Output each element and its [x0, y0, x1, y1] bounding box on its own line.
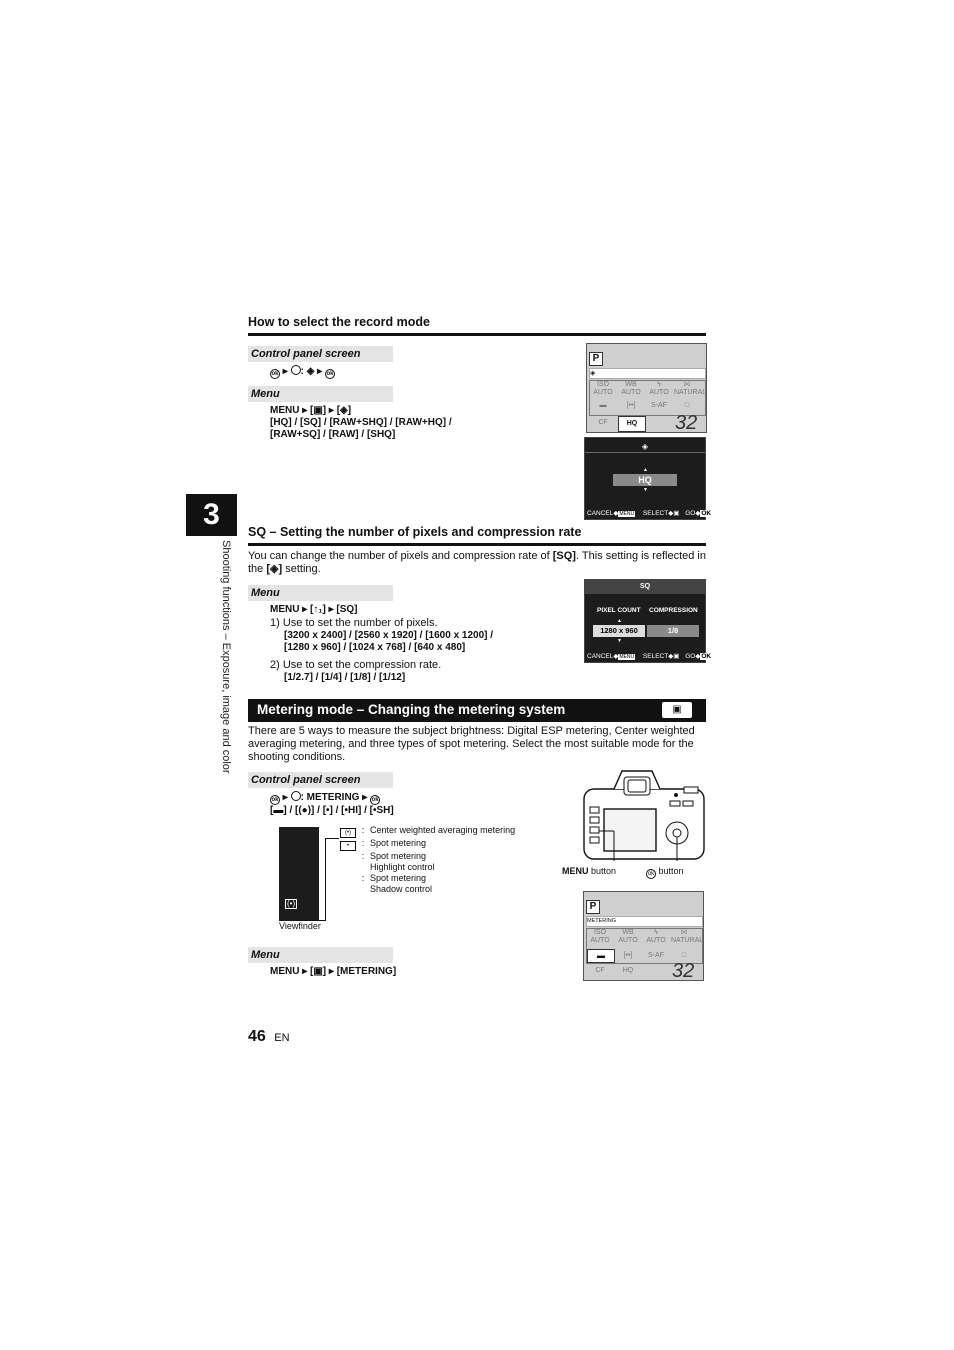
mode-indicator: P	[589, 352, 603, 366]
ok-button-caption: ok button	[647, 866, 684, 877]
metering-indicator-icon: (•)	[287, 899, 296, 908]
legend-row: : Spot metering	[361, 873, 427, 883]
down-arrow-icon: ▼	[617, 638, 622, 644]
sq-body: You can change the number of pixels and compression rate of [SQ]. This setting is reflected in the [◈] setting.	[248, 550, 706, 575]
dial-icon: ▣	[673, 510, 680, 517]
control-panel-label: Control panel screen	[248, 346, 393, 362]
ok-button-icon-2: ok	[326, 371, 334, 377]
legend-row: (•) : Center weighted averaging metering	[340, 825, 515, 838]
record-mode-heading: How to select the record mode	[248, 315, 430, 329]
dial-icon: ▣	[673, 653, 680, 660]
title-divider	[585, 452, 705, 453]
language-code: EN	[274, 1032, 290, 1044]
button-guide: CANCEL◆MENU SELECT◆▣ GO◆OK	[587, 653, 712, 660]
control-panel-screen-1: P ◈ ISO AUTO WB AUTO ϟ AUTO ⨝ NATURAL ▬ [••] S-AF □ CF HQ 32	[586, 343, 707, 433]
record-mode-icon: ◈	[306, 366, 315, 377]
dial-icon	[291, 365, 301, 375]
pixel-count-label: PIXEL COUNT	[597, 607, 641, 614]
legend-row: : Spot metering	[361, 851, 427, 861]
legend-row: • : Spot metering	[340, 838, 515, 851]
menu-button-caption: MENU button	[562, 866, 617, 876]
ok-button-icon-2: ok	[371, 797, 379, 803]
ok-button-icon: OK	[701, 653, 712, 660]
sq-step-1-options: [3200 x 2400] / [2560 x 1920] / [1600 x 1200] / [1280 x 960] / [1024 x 768] / [640 x 480]	[284, 630, 494, 653]
menu-button-icon: MENU	[619, 654, 635, 660]
record-mode-icon: ◈	[641, 442, 649, 451]
metering-menu-label: Menu	[248, 947, 393, 963]
pixel-count-value[interactable]: 1280 x 960	[593, 625, 645, 637]
metering-intro: There are 5 ways to measure the subject brightness: Digital ESP metering, Center weighted averaging metering, and three types of spot metering. Select the most suitable mode for the shooting conditions.	[248, 725, 695, 763]
frame-count: 32	[675, 412, 698, 434]
down-arrow-icon: ▼	[643, 487, 648, 493]
chapter-side-title: Shooting functions – Exposure, image and color	[220, 540, 232, 774]
menu-button-icon: MENU	[619, 511, 635, 517]
control-panel-screen-2: P METERING ISO AUTO WB AUTO ϟ AUTO ⨝ NATURAL ▬ [••] S-AF □ CF HQ 32	[583, 891, 704, 981]
metering-menu-path: MENU ▸ [▣] ▸ [METERING]	[270, 966, 397, 977]
button-guide: CANCEL◆MENU SELECT◆▣ GO◆OK	[587, 510, 712, 517]
lcd-title-bar: ◈	[589, 368, 706, 379]
mode-indicator: P	[586, 900, 600, 914]
record-mode-selected: HQ	[618, 416, 646, 432]
legend-row: Shadow control	[370, 884, 433, 894]
up-arrow-icon: ▲	[643, 467, 648, 473]
metering-legend	[340, 825, 515, 895]
metering-banner	[248, 699, 706, 722]
compression-label: COMPRESSION	[649, 607, 698, 614]
heading-rule	[248, 333, 706, 336]
dial-icon	[291, 791, 301, 801]
frame-count: 32	[672, 960, 695, 982]
lcd-title-bar: METERING	[586, 916, 703, 927]
leader-line-top	[325, 838, 339, 839]
sq-step-2-options: [1/2.7] / [1/4] / [1/8] / [1/12]	[284, 672, 406, 683]
menu-label: Menu	[248, 386, 393, 402]
chapter-number: 3	[203, 498, 220, 531]
sq-step-2: 2) Use to set the compression rate.	[270, 659, 442, 671]
viewfinder-strip	[279, 827, 319, 921]
metering-selected: ▬	[587, 949, 615, 963]
spot-icon: •	[340, 841, 356, 851]
viewfinder-caption: Viewfinder	[279, 921, 321, 931]
metering-icon: ▣	[662, 702, 692, 718]
record-mode-menu-screen	[584, 437, 712, 520]
camera-back-illustration	[580, 767, 708, 863]
ok-button-icon: ok	[647, 871, 655, 877]
menu-path: MENU ▸ [▣] ▸ [◈] [HQ] / [SQ] / [RAW+SHQ] / [RAW+HQ] / [RAW+SQ] / [RAW] / [SHQ]	[270, 405, 452, 440]
leader-line-v	[325, 838, 326, 920]
ok-button-icon: ok	[271, 371, 279, 377]
up-arrow-icon: ▲	[617, 618, 622, 624]
sq-title-bar: SQ	[585, 580, 705, 594]
legend-row: Highlight control	[370, 862, 435, 872]
metering-control-label: Control panel screen	[248, 772, 393, 788]
metering-control-path: ok ▸ : METERING ▸ ok [▬] / [(●)] / [•] / [•HI] / [•SH]	[270, 792, 394, 816]
control-panel-path: ok ▸ : ◈ ▸ ok	[271, 366, 334, 377]
sq-menu-label: Menu	[248, 585, 393, 601]
sq-rule	[248, 543, 706, 546]
ok-button-icon: OK	[701, 510, 712, 517]
sq-menu-path: MENU ▸ [↑₁] ▸ [SQ]	[270, 604, 358, 615]
compression-value[interactable]: 1/8	[647, 625, 699, 637]
chapter-tab	[186, 494, 237, 536]
sq-step-1: 1) Use to set the number of pixels.	[270, 617, 438, 629]
page-number: 46	[248, 1028, 266, 1045]
ok-button-icon: ok	[271, 797, 279, 803]
record-mode-value[interactable]: HQ	[613, 474, 677, 486]
sq-heading: SQ – Setting the number of pixels and compression rate	[248, 525, 582, 539]
sq-menu-screen	[584, 579, 712, 663]
page-footer	[248, 1028, 290, 1046]
center-weighted-icon: (•)	[340, 828, 356, 838]
metering-banner-title: Metering mode – Changing the metering system	[257, 702, 566, 717]
